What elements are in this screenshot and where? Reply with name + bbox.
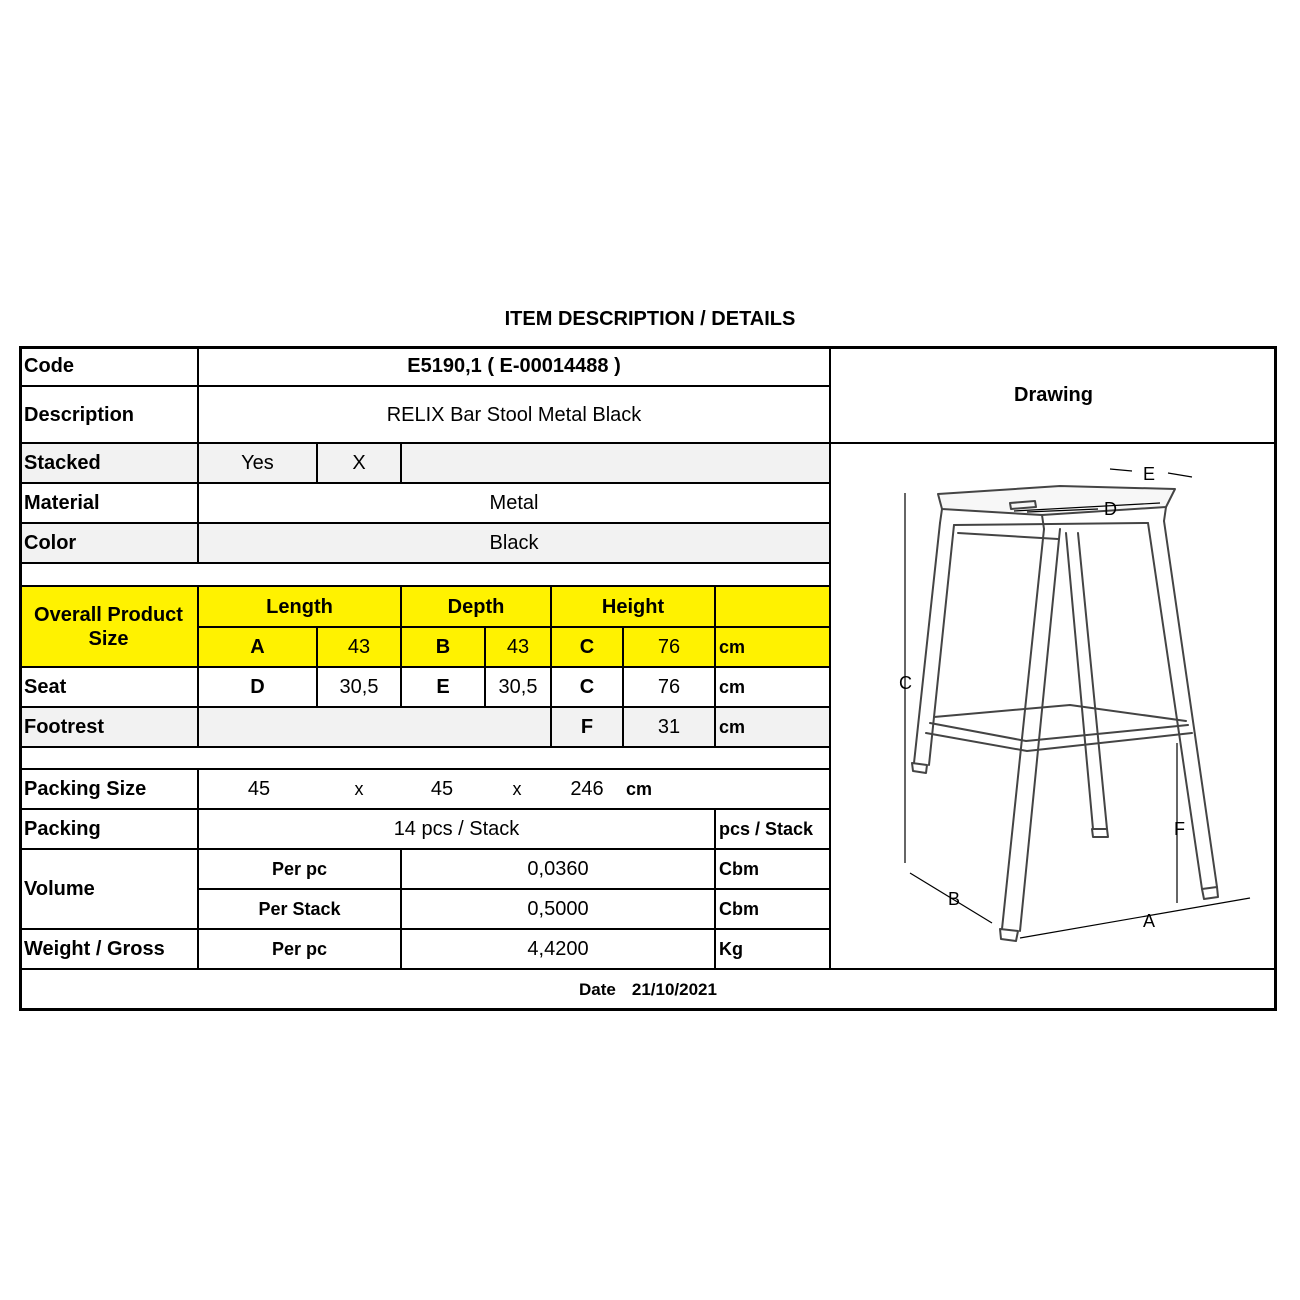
dim-e-label: E	[1143, 464, 1156, 484]
stacked-empty	[401, 443, 830, 483]
dim-b-label: B	[948, 889, 961, 909]
seat-e-letter: E	[401, 667, 485, 707]
bar-stool-drawing	[830, 443, 1277, 968]
seat-c-letter: C	[551, 667, 623, 707]
footrest-f-letter: F	[551, 707, 623, 747]
packing-size-depth: 45	[430, 778, 454, 800]
color-value: Black	[198, 523, 830, 563]
height-header: Height	[551, 586, 715, 627]
date-label: Date	[579, 980, 616, 999]
seat-e-value: 30,5	[485, 667, 551, 707]
footrest-unit: cm	[715, 707, 830, 747]
overall-size-label: Overall Product Size	[19, 586, 198, 667]
overall-a-value: 43	[317, 627, 401, 667]
packing-size-label: Packing Size	[19, 769, 198, 809]
stacked-label: Stacked	[19, 443, 198, 483]
date-row	[19, 969, 1277, 1011]
volume-per-pc-value: 0,0360	[401, 849, 715, 889]
weight-unit: Kg	[715, 929, 830, 969]
seat-d-value: 30,5	[317, 667, 401, 707]
volume-label: Volume	[19, 849, 198, 929]
stacked-mark: X	[317, 443, 401, 483]
length-header: Length	[198, 586, 401, 627]
code-value: E5190,1 ( E-00014488 )	[198, 346, 830, 386]
code-label: Code	[19, 346, 198, 386]
packing-unit: pcs / Stack	[715, 809, 830, 849]
volume-per-stack-value: 0,5000	[401, 889, 715, 929]
date-value: 21/10/2021	[631, 980, 717, 999]
material-label: Material	[19, 483, 198, 523]
overall-unit: cm	[715, 627, 830, 667]
volume-per-stack-unit: Cbm	[715, 889, 830, 929]
dim-d-label: D	[1104, 499, 1117, 519]
volume-per-stack-label: Per Stack	[198, 889, 401, 929]
packing-value: 14 pcs / Stack	[198, 809, 715, 849]
unit-header-empty	[715, 586, 830, 627]
packing-label: Packing	[19, 809, 198, 849]
spec-sheet	[19, 346, 1277, 1011]
description-label: Description	[19, 386, 198, 443]
footrest-label: Footrest	[19, 707, 198, 747]
page-title: ITEM DESCRIPTION / DETAILS	[504, 308, 796, 330]
volume-per-pc-label: Per pc	[198, 849, 401, 889]
dim-f-label: F	[1174, 819, 1185, 839]
spacer-row-2	[19, 747, 830, 769]
dim-a-label: A	[1143, 911, 1156, 931]
weight-per-pc-label: Per pc	[198, 929, 401, 969]
seat-label: Seat	[19, 667, 198, 707]
footrest-empty	[198, 707, 551, 747]
drawing-header: Drawing	[830, 346, 1277, 443]
packing-size-x1: x	[354, 779, 364, 799]
stacked-yes: Yes	[198, 443, 317, 483]
seat-c-value: 76	[623, 667, 715, 707]
overall-c-letter: C	[551, 627, 623, 667]
spacer-row	[19, 563, 830, 586]
overall-b-value: 43	[485, 627, 551, 667]
volume-per-pc-unit: Cbm	[715, 849, 830, 889]
material-value: Metal	[198, 483, 830, 523]
description-value: RELIX Bar Stool Metal Black	[198, 386, 830, 443]
weight-value: 4,4200	[401, 929, 715, 969]
packing-size-x2: x	[512, 779, 522, 799]
overall-b-letter: B	[401, 627, 485, 667]
seat-d-letter: D	[198, 667, 317, 707]
packing-size-unit: cm	[625, 779, 652, 799]
seat-unit: cm	[715, 667, 830, 707]
weight-label: Weight / Gross	[19, 929, 198, 969]
packing-size-height: 246	[570, 778, 604, 800]
color-label: Color	[19, 523, 198, 563]
footrest-f-value: 31	[623, 707, 715, 747]
overall-c-value: 76	[623, 627, 715, 667]
depth-header: Depth	[401, 586, 551, 627]
dim-c-label: C	[899, 673, 912, 693]
packing-size-length: 45	[247, 778, 271, 800]
overall-a-letter: A	[198, 627, 317, 667]
